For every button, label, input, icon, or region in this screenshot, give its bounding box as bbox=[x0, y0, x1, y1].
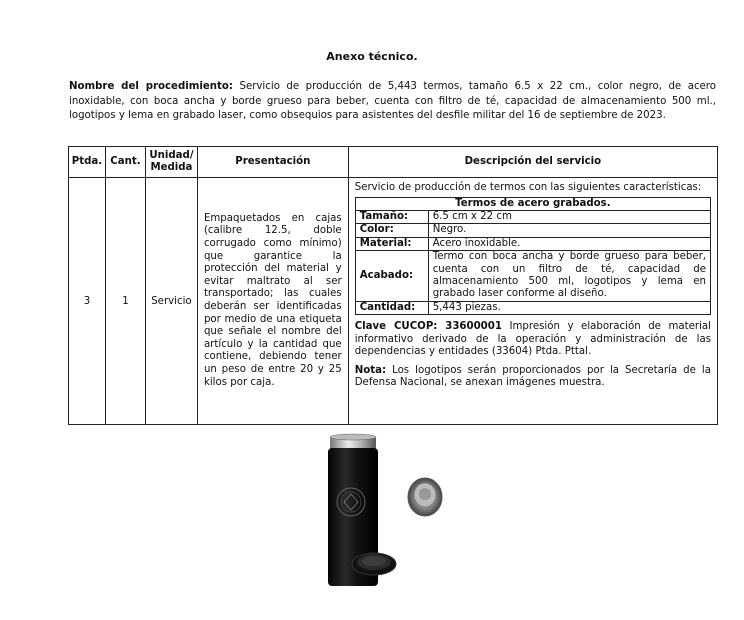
spec-label: Acabado: bbox=[355, 251, 428, 302]
spec-table bbox=[355, 197, 711, 316]
spec-value: Acero inoxidable. bbox=[428, 237, 710, 250]
header-descripcion: Descripción del servicio bbox=[348, 147, 717, 178]
cell-presentacion: Empaquetados en cajas (calibre 12.5, doble corrugado como mínimo) que garantice la protección del material y evitar maltrato al ser transportado; las cuales deberán ser identificadas por medio de una etiqueta que señale el nombre del artículo y la cantidad que contiene, debiendo tener un peso de entre 20 y 25 kilos por caja. bbox=[197, 178, 348, 425]
spec-value: 5,443 piezas. bbox=[428, 301, 710, 314]
spec-value: 6.5 cm x 22 cm bbox=[428, 210, 710, 223]
spec-row bbox=[355, 210, 710, 223]
spec-row bbox=[355, 237, 710, 250]
procedure-paragraph bbox=[69, 80, 716, 124]
spec-title: Termos de acero grabados. bbox=[355, 197, 710, 210]
cucop-text: Impresión y elaboración de material informativo derivado de la operación y administración de las dependencias y entidades (33604) Ptda. Pttal. bbox=[354, 321, 711, 358]
spec-label: Cantidad: bbox=[355, 301, 428, 314]
spec-value: Negro. bbox=[428, 224, 710, 237]
header-presentacion: Presentación bbox=[197, 147, 348, 178]
spec-label: Color: bbox=[355, 224, 428, 237]
spec-row bbox=[355, 251, 710, 302]
cucop-paragraph bbox=[355, 321, 711, 359]
table-row bbox=[69, 178, 718, 425]
spec-value: Termo con boca ancha y borde grueso para beber, cuenta con un filtro de té, capacidad de almacenamiento 500 ml, logotipos y lema en grabado laser conforme al diseño. bbox=[428, 251, 710, 302]
technical-table bbox=[68, 146, 718, 425]
table-header-row bbox=[69, 147, 718, 178]
note-paragraph bbox=[355, 365, 711, 390]
cell-cant: 1 bbox=[105, 178, 145, 425]
desc-intro: Servicio de producción de termos con las siguientes características: bbox=[354, 182, 702, 193]
header-ptda: Ptda. bbox=[69, 147, 106, 178]
cell-ptda: 3 bbox=[69, 178, 106, 425]
note-text: Los logotipos serán proporcionados por la Secretaría de la Defensa Nacional, se anexan imágenes muestra. bbox=[354, 364, 711, 389]
cucop-label: Clave CUCOP: 33600001 bbox=[354, 321, 502, 333]
spec-label: Tamaño: bbox=[355, 210, 428, 223]
header-unidad-line2: Medida bbox=[150, 162, 193, 173]
spec-label: Material: bbox=[355, 237, 428, 250]
procedure-text: Servicio de producción de 5,443 termos, tamaño 6.5 x 22 cm., color negro, de acero inoxidable, con boca ancha y borde grueso para beber, cuenta con filtro de té, capacidad de almacenamiento 500 ml., logotipos y lema en grabado laser, como obsequios para asistentes del desfile militar del 16 de septiembre de 2023. bbox=[69, 81, 717, 121]
header-cant: Cant. bbox=[105, 147, 145, 178]
note-label: Nota: bbox=[354, 364, 387, 376]
cell-descripcion bbox=[348, 178, 717, 425]
header-unidad bbox=[145, 147, 197, 178]
header-unidad-line1: Unidad/ bbox=[149, 150, 194, 161]
procedure-label: Nombre del procedimiento: bbox=[69, 81, 233, 92]
spec-row bbox=[355, 224, 710, 237]
page-title: Anexo técnico. bbox=[326, 50, 418, 63]
spec-row bbox=[355, 301, 710, 314]
thermos-with-filter-icon bbox=[318, 430, 458, 590]
cell-unidad: Servicio bbox=[145, 178, 197, 425]
